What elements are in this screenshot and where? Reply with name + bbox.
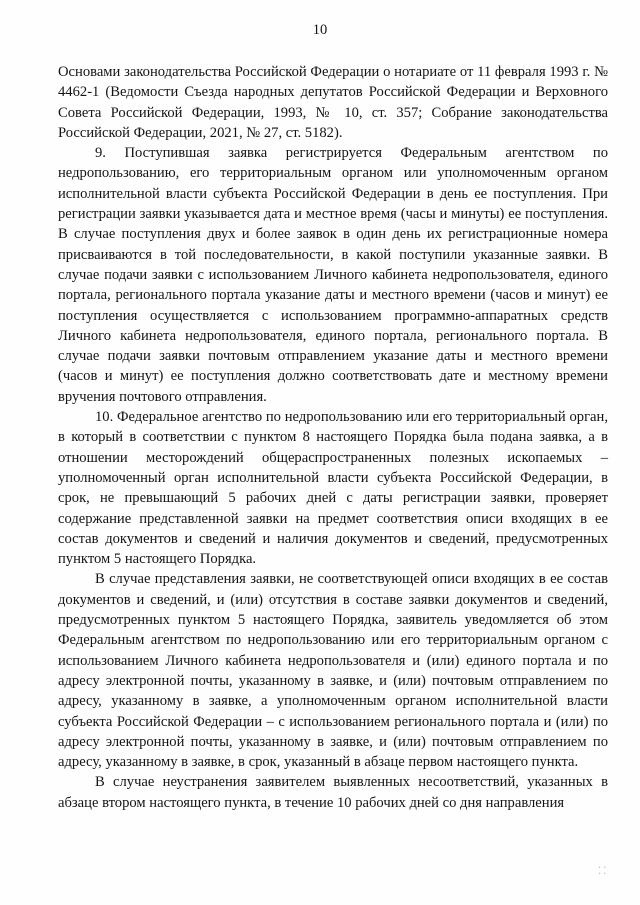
paragraph-item-10-second: В случае представления заявки, не соответствующей описи входящих в ее состав документов и сведений, и (или) отсутствия в составе заявки документов и сведений, предусмотренных пунктом 5 настоящего Порядка, заявитель уведомляется об этом Федеральным агентством по недропользованию или его территориальным органом с использованием Личного кабинета недропользователя и (или) единого портала и по адресу электронной почты, указанному в заявке, и (или) почтовым отправлением по адресу, указанному в заявке, а уполномоченным органом исполнительной власти субъекта Российской Федерации – с использованием регионального портала и (или) по адресу электронной почты, указанному в заявке, и (или) почтовым отправлением по адресу, указанному в заявке, в срок, указанный в абзаце первом настоящего пункта.	[58, 571, 608, 771]
scan-artifact-mark: ⁚⁚	[598, 866, 609, 877]
paragraph-item-9: 9. Поступившая заявка регистрируется Федеральным агентством по недропользованию, его территориальным органом или уполномоченным органом исполнительной власти субъекта Российской Федерации в день ее поступления. При регистрации заявки указывается дата и местное время (часы и минуты) ее поступления. В случае поступления двух и более заявок в один день их регистрационные номера присваиваются в той последовательности, в какой поступили указанные заявки. В случае подачи заявки с использованием Личного кабинета недропользователя, единого портала, регионального портала указание даты и местного времени (часов и минут) ее поступления осуществляется с использованием программно-аппаратных средств Личного кабинета недропользователя, единого портала, регионального портала. В случае подачи заявки почтовым отправлением указание даты и местного времени (часов и минут) ее поступления должно соответствовать дате и местному времени вручения почтового отправления.	[58, 145, 608, 405]
paragraph-continuation: Основами законодательства Российской Федерации о нотариате от 11 февраля 1993 г. № 4462-1 (Ведомости Съезда народных депутатов Российской Федерации и Верховного Совета Российской Федерации, 1993, № 10, ст. 357; Собрание законодательства Российской Федерации, 2021, № 27, ст. 5182).	[58, 64, 608, 141]
paragraph-item-10-third: В случае неустранения заявителем выявленных несоответствий, указанных в абзаце втором настоящего пункта, в течение 10 рабочих дней со дня направления	[58, 774, 608, 811]
document-body	[58, 62, 608, 813]
page-number: 10	[312, 22, 328, 38]
paragraph-item-10: 10. Федеральное агентство по недропользованию или его территориальный орган, в который в соответствии с пунктом 8 настоящего Порядка была подана заявка, а в отношении месторождений общераспространенных полезных ископаемых – уполномоченный орган исполнительной власти субъекта Российской Федерации, в срок, не превышающий 5 рабочих дней с даты регистрации заявки, проверяет содержание представленной заявки на предмет соответствия описи входящих в ее состав документов и сведений и наличия документов и сведений, предусмотренных пунктом 5 настоящего Порядка.	[58, 409, 608, 568]
